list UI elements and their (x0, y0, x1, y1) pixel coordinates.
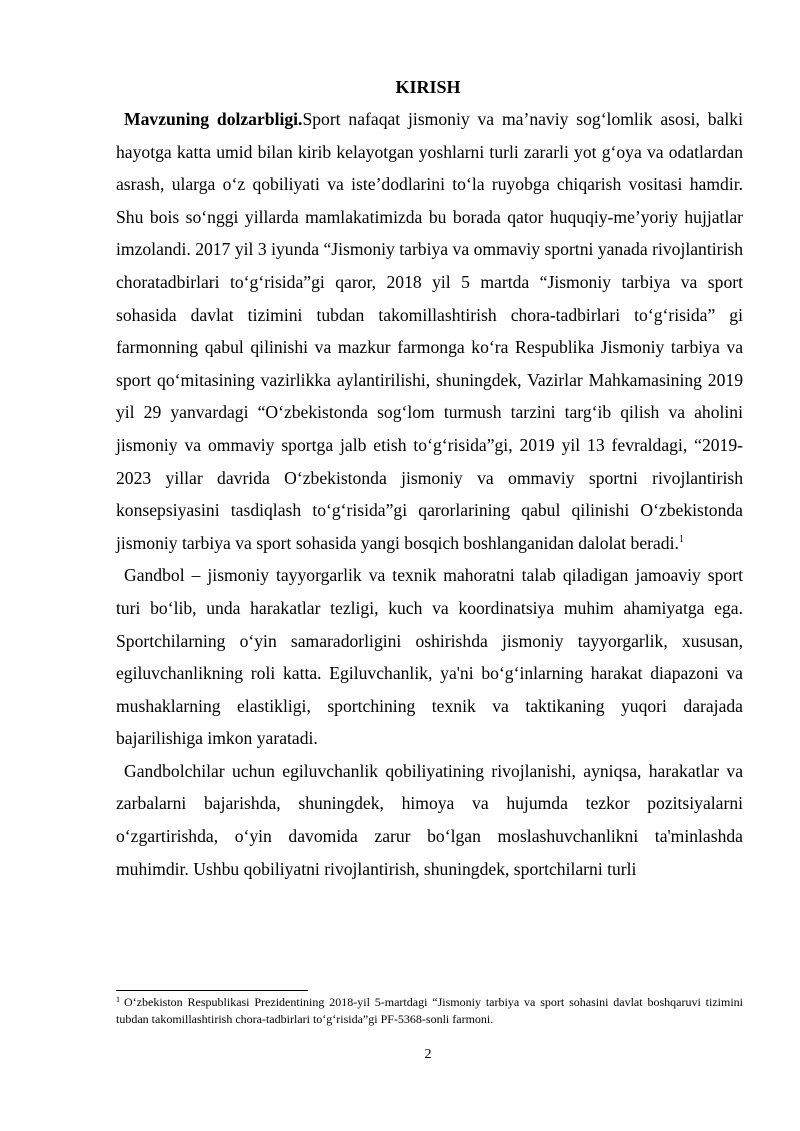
footnote-divider (116, 990, 308, 991)
page-number: 2 (424, 1047, 432, 1062)
footnote (116, 994, 743, 1028)
footnote-number: 1 (116, 995, 120, 1004)
paragraph-text: Gandbol – jismoniy tayyorgarlik va texnik mahoratni talab qiladigan jamoaviy sport turi bo‘lib, unda harakatlar tezligi, kuch va koordinatsiya muhim ahamiyatga ega. Sportchilarning o‘yin samaradorligini oshirishda jismoniy tayyorgarlik, xususan, egiluvchanlikning roli katta. Egiluvchanlik, ya'ni bo‘g‘inlarning harakat diapazoni va mushaklarning elastikligi, sportchining texnik va taktikaning yuqori darajada bajarilishiga imkon yaratadi. (116, 565, 743, 749)
paragraph-handball (116, 559, 743, 755)
body-text (116, 103, 743, 885)
footnote-text: O‘zbekiston Respublikasi Prezidentining 2018-yil 5-martdagi “Jismoniy tarbiya va sport sohasini davlat boshqaruvi tizimini tubdan takomillashtirish chora-tadbirlari to‘g‘risida”gi PF-5368-sonli farmoni. (116, 995, 743, 1026)
paragraph-text: Sport nafaqat jismoniy va ma’naviy sog‘lomlik asosi, balki hayotga katta umid bilan kirib kelayotgan yoshlarni turli zararli yot g‘oya va odatlardan asrash, ularga o‘z qobiliyati va iste’dodlarini to‘la ruyobga chiqarish vositasi hamdir. Shu bois so‘nggi yillarda mamlakatimizda bu borada qator huquqiy-me’yoriy hujjatlar imzolandi. 2017 yil 3 iyunda “Jismoniy tarbiya va ommaviy sportni yanada rivojlantirish choratadbirlari to‘g‘risida”gi qaror, 2018 yil 5 martda “Jismoniy tarbiya va sport sohasida davlat tizimini tubdan takomillashtirish chora-tadbirlari to‘g‘risida” gi farmonning qabul qilinishi va mazkur farmonga ko‘ra Respublika Jismoniy tarbiya va sport qo‘mitasining vazirlikka aylantirilishi, shuningdek, Vazirlar Mahkamasining 2019 yil 29 yanvardagi “O‘zbekistonda sog‘lom turmush tarzini targ‘ib qilish va aholini jismoniy va ommaviy sportga jalb etish to‘g‘risida”gi, 2019 yil 13 fevraldagi, “2019-2023 yillar davrida O‘zbekistonda jismoniy va ommaviy sportni rivojlantirish konsepsiyasini tasdiqlash to‘g‘risida”gi qarorlarining qabul qilinishi O‘zbekistonda jismoniy tarbiya va sport sohasida yangi bosqich boshlanganidan dalolat beradi. (116, 109, 743, 553)
footnote-reference: 1 (678, 533, 684, 545)
section-title: KIRISH (395, 77, 461, 97)
paragraph-relevance (116, 103, 743, 559)
paragraph-lead: Mavzuning dolzarbligi. (124, 109, 303, 129)
paragraph-flexibility (116, 755, 743, 885)
paragraph-text: Gandbolchilar uchun egiluvchanlik qobiliyatining rivojlanishi, ayniqsa, harakatlar va zarbalarni bajarishda, shuningdek, himoya va hujumda tezkor pozitsiyalarni o‘zgartirishda, o‘yin davomida zarur bo‘lgan moslashuvchanlikni ta'minlashda muhimdir. Ushbu qobiliyatni rivojlantirish, shuningdek, sportchilarni turli (116, 760, 743, 879)
